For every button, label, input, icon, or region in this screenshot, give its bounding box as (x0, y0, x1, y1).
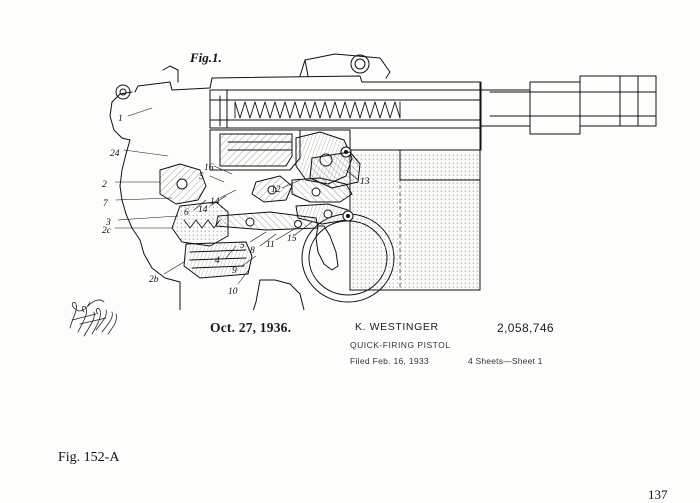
patent-caption-block (0, 310, 700, 370)
book-figure-caption: Fig. 152-A (58, 450, 120, 465)
ref-numeral: 2c (102, 226, 111, 236)
ref-numeral: 4 (215, 256, 220, 266)
ref-numeral: 15 (287, 234, 297, 244)
patent-drawing (60, 30, 660, 310)
ref-numeral: 12 (271, 185, 281, 195)
ref-numeral: 2 (102, 180, 107, 190)
patent-number: 2,058,746 (497, 321, 554, 335)
ref-numeral: 1 (118, 114, 123, 124)
patent-filed: Filed Feb. 16, 1933 (350, 356, 429, 366)
ref-numeral: 5 (199, 172, 204, 182)
patent-date: Oct. 27, 1936. (210, 320, 292, 335)
ref-numeral: 3 (106, 218, 111, 228)
pistol-sectional-drawing (60, 30, 660, 310)
ref-numeral: 8 (250, 246, 255, 256)
figure-label: Fig.1. (190, 50, 222, 65)
ref-numeral: 13 (360, 177, 370, 187)
ref-numeral: 14 (198, 205, 208, 215)
ref-numeral: 7 (103, 199, 108, 209)
ref-numeral: 6 (184, 208, 189, 218)
ref-numeral: 10 (228, 287, 238, 297)
ref-numeral: 24 (110, 149, 120, 159)
patent-title: QUICK-FIRING PISTOL (350, 340, 451, 350)
patent-inventor: K. WESTINGER (355, 321, 439, 333)
ref-numeral: 11 (266, 240, 275, 250)
ref-numeral: 9 (232, 266, 237, 276)
ref-numeral: 5 (240, 241, 245, 251)
ref-numeral: 16 (204, 163, 214, 173)
ref-numeral: 14 (210, 197, 220, 207)
patent-sheets: 4 Sheets—Sheet 1 (468, 356, 543, 366)
ref-numeral: 2b (149, 275, 159, 285)
page-number: 137 (648, 487, 668, 502)
